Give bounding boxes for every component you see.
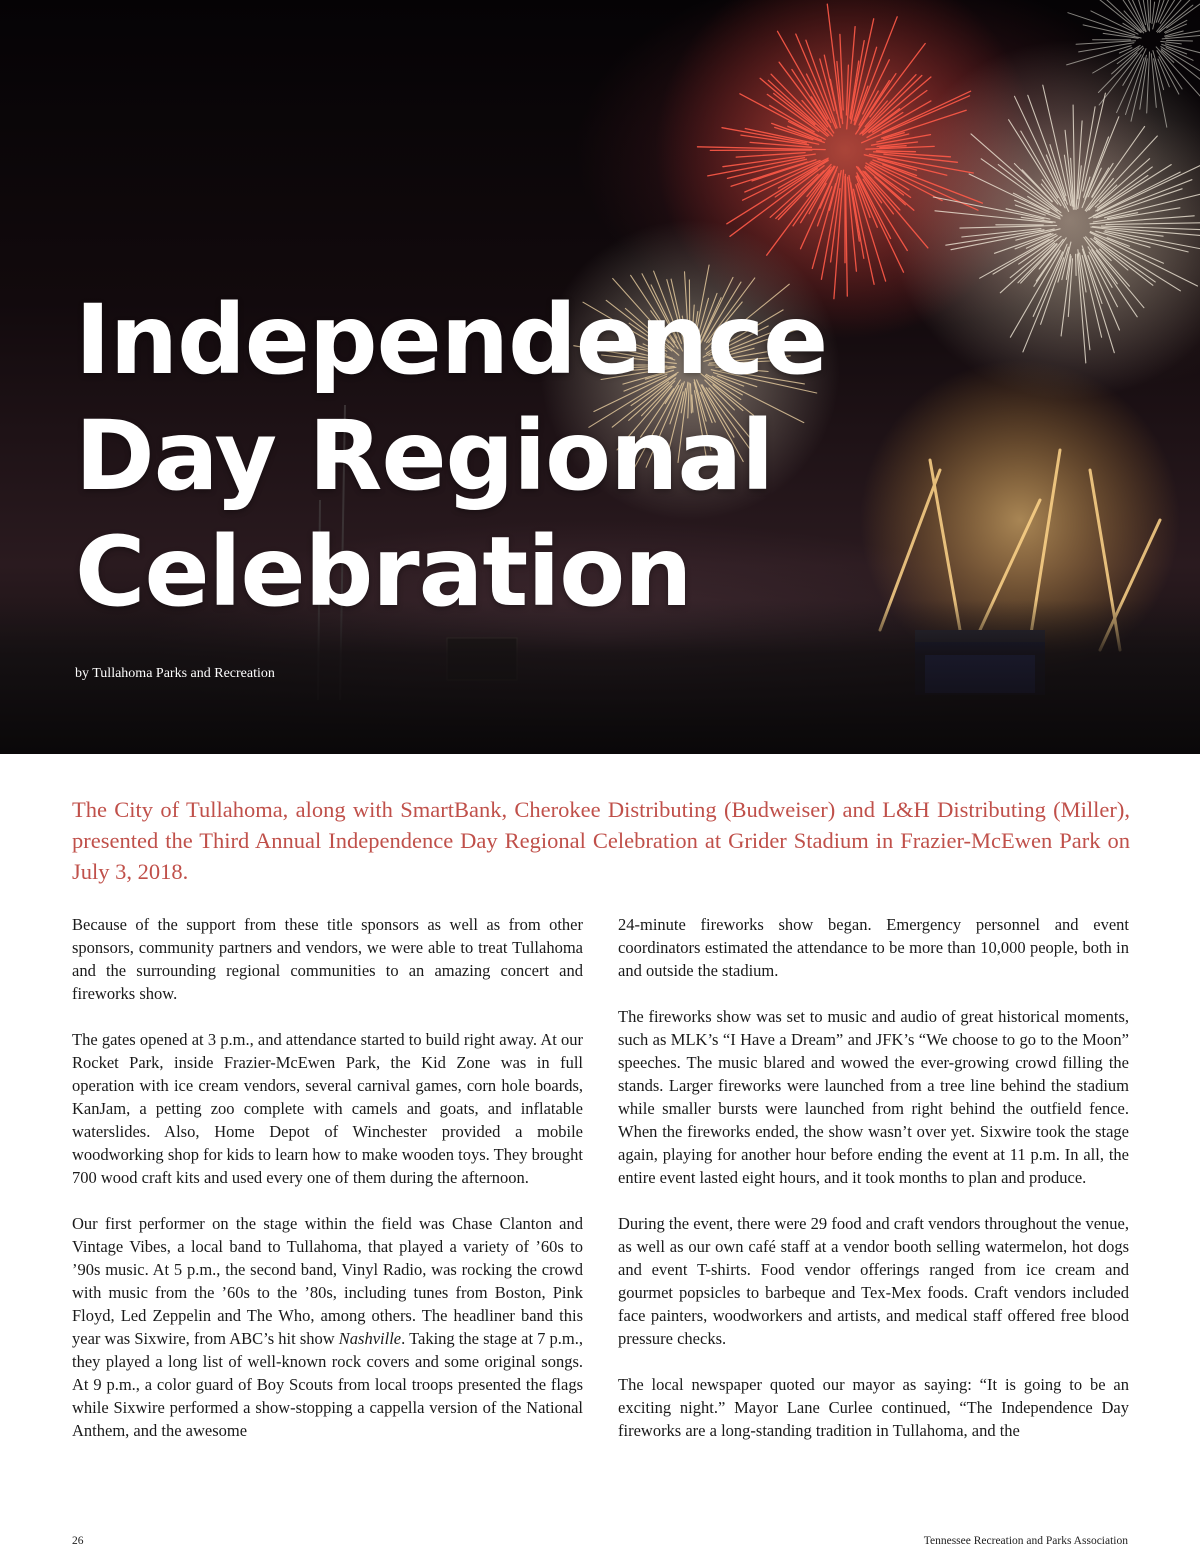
body-paragraph: [72, 1212, 583, 1442]
title-line-1: Independence: [75, 284, 828, 396]
page-number: 26: [72, 1535, 84, 1547]
firework-ray: [1161, 41, 1182, 44]
body-column-right: [618, 913, 1129, 1465]
body-column-left: [72, 913, 583, 1465]
text-run: . Taking the stage at 7 p.m., they played a long list of well-known rock covers and some original songs. At 9 p.m., a color guard of Boy Scouts from local troops presented the flags while Sixwire performed a show-stopping a cappella version of the National Anthem, and the awesome: [72, 1329, 584, 1440]
body-paragraph: The gates opened at 3 p.m., and attendance started to build right away. At our Rocket Park, inside Frazier-McEwen Park, the Kid Zone was in full operation with ice cream vendors, several carnival games, corn hole boards, KanJam, a petting zoo complete with camels and goats, and inflatable waterslides. Also, Home Depot of Winchester provided a mobile woodworking shop for kids to learn how to make wooden toys. They brought 700 wood craft kits and used every one of them during the afternoon.: [72, 1030, 583, 1187]
byline: by Tullahoma Parks and Recreation: [75, 666, 275, 681]
body-paragraph: During the event, there were 29 food and craft vendors throughout the venue, as well as our own café staff at a vendor booth selling watermelon, hot dogs and event T-shirts. Food vendor offerings ranged from ice cream and gourmet popsicles to barbeque and Tex-Mex foods. Craft vendors included face painters, woodworkers and artists, and medical staff offered free blood pressure checks.: [618, 1214, 1129, 1348]
body-paragraph: The local newspaper quoted our mayor as saying: “It is going to be an exciting night.” Mayor Lane Curlee continued, “The Independence Day fireworks are a long-standing tradition in Tullahoma, and the: [618, 1375, 1129, 1440]
firework-ray: [1150, 0, 1151, 23]
title-line-3: Celebration: [75, 516, 692, 628]
article-title: [75, 282, 955, 630]
show-title: Nashville: [338, 1329, 402, 1348]
firework-ray: [1152, 2, 1155, 23]
body-paragraph: Because of the support from these title sponsors as well as from other sponsors, community partners and vendors, we were able to treat Tullahoma and the surrounding regional communities to an amazing concert and fireworks show.: [72, 915, 583, 1003]
hero-photo: [0, 0, 1200, 754]
firework-ray: [1166, 24, 1187, 33]
title-line-2: Day Regional: [75, 400, 774, 512]
text-run: Our first performer on the stage within the field was Chase Clanton and Vintage Vibes, a local band to Tullahoma, that played a variety of ’60s to ’90s music. At 5 p.m., the second band, Vinyl Radio, was rocking the crowd with music from the ’60s to the ’80s, including tunes from Boston, Pink Floyd, Led Zeppelin and The Who, among others. The headliner band this year was Sixwire, from ABC’s hit show: [72, 1214, 583, 1348]
firework-ray: [1167, 40, 1193, 41]
firework-ray: [876, 151, 915, 152]
publication-name: Tennessee Recreation and Parks Association: [923, 1535, 1128, 1547]
body-paragraph: 24-minute fireworks show began. Emergency personnel and event coordinators estimated the attendance to be more than 10,000 people, both in and outside the stadium.: [618, 915, 1129, 980]
firework-ray: [1076, 254, 1077, 275]
lead-paragraph: The City of Tullahoma, along with SmartBank, Cherokee Distributing (Budweiser) and L&H Distributing (Miller), presented the Third Annual Independence Day Regional Celebration at Grider Stadium in Frazier-McEwen Park on July 3, 2018.: [72, 797, 1130, 884]
body-paragraph: The fireworks show was set to music and audio of great historical moments, such as MLK’s “I Have a Dream” and JFK’s “We choose to go to the Moon” speeches. The music blared and wowed the ever-growing crowd filling the stands. Larger fireworks were launched from a tree line behind the stadium while smaller bursts were launched from right behind the outfield fence. When the fireworks ended, the show wasn’t over yet. Sixwire took the stage again, playing for another hour before ending the event at 11 p.m. In all, the entire event lasted eight hours, and it took months to plan and produce.: [618, 1007, 1129, 1187]
